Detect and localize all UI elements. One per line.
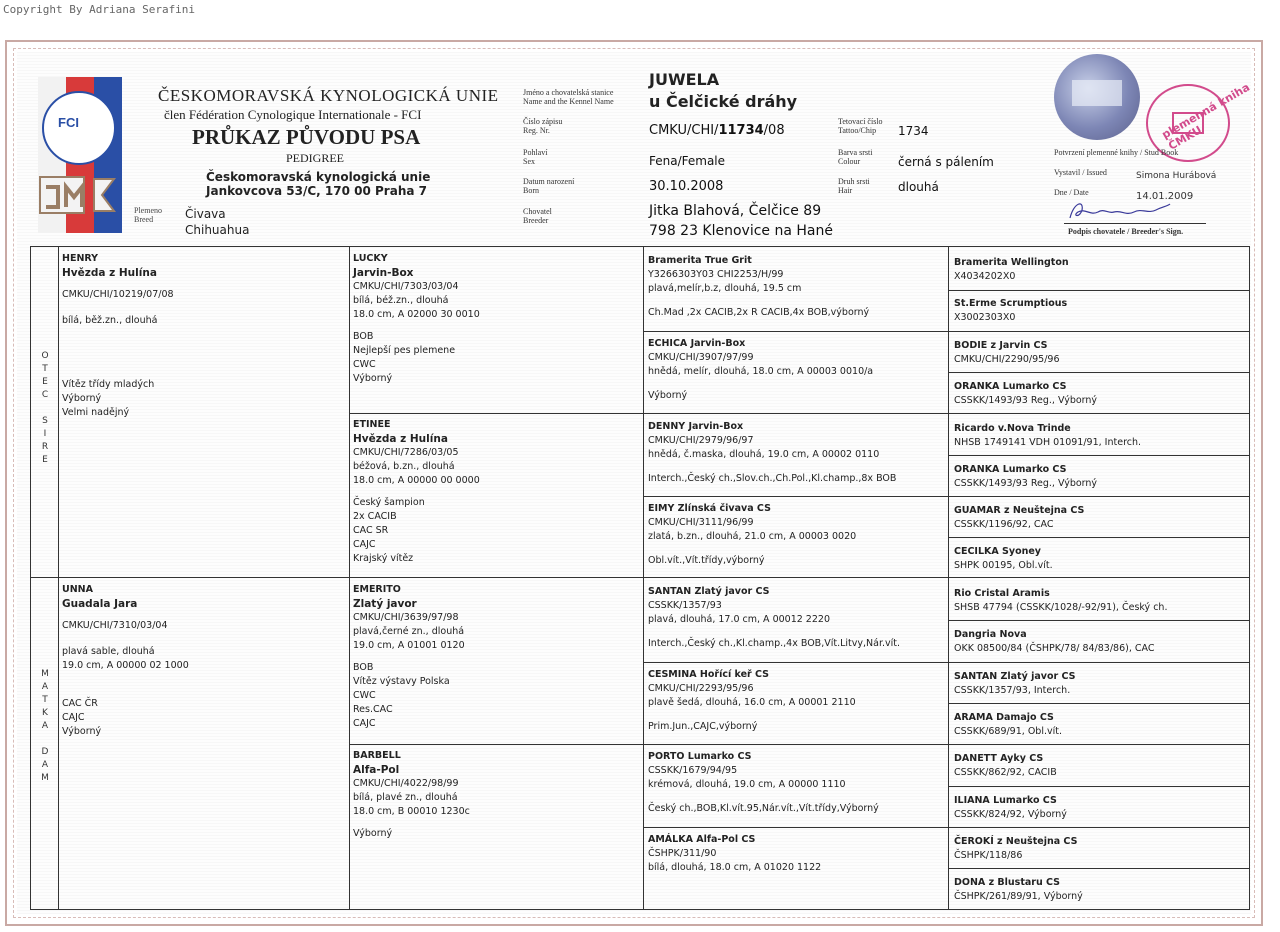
signature-line [1064, 223, 1206, 224]
dog-name: GUAMAR z Neuštejna CS [954, 505, 1085, 516]
address-line-2: Jankovcova 53/C, 170 00 Praha 7 [206, 184, 427, 198]
breed-en: Chihuahua [185, 223, 250, 237]
dog-kennel: Guadala Jara [62, 598, 138, 610]
dog-info: CSSKK/1493/93 Reg., Výborný [954, 478, 1098, 489]
dog-name: ORANKA Lumarko CS [954, 381, 1067, 392]
dam-side-label: M A T K A D A M [41, 669, 49, 783]
dog-reg: CMKU/CHI/10219/07/08 [62, 289, 174, 300]
dog-name: EIMY Zlínská čivava CS [648, 503, 771, 514]
dog-reg: CMKU/CHI/4022/98/99 [353, 778, 459, 789]
pedigree-gen2-0 [353, 252, 639, 386]
dog-reg: CMKU/CHI/7303/03/04 [353, 281, 459, 292]
sex-label: Pohlaví Sex [523, 148, 548, 166]
org-name: ČESKOMORAVSKÁ KYNOLOGICKÁ UNIE [158, 86, 499, 105]
dog-name: Dangria Nova [954, 629, 1027, 640]
dog-reg: CMKU/CHI/7286/03/05 [353, 447, 459, 458]
born-value: 30.10.2008 [649, 179, 724, 194]
dog-titles: Vítěz třídy mladých Výborný Velmi nadějný [62, 379, 155, 418]
pedigree-gen4-15 [954, 876, 1246, 904]
dog-reg: CSSKK/1357/93 [648, 600, 722, 611]
dog-info: X4034202X0 [954, 271, 1016, 282]
dog-name: PORTO Lumarko CS [648, 751, 752, 762]
dog-name: DANETT Ayky CS [954, 753, 1044, 764]
hair-label: Druh srsti Hair [838, 177, 870, 195]
dog-reg: ČSHPK/311/90 [648, 848, 717, 859]
dog-name: EMERITO [353, 584, 401, 595]
pedigree-gen4-12 [954, 752, 1246, 780]
dog-titles: BOB Nejlepší pes plemene CWC Výborný [353, 331, 456, 384]
dog-name: SANTAN Zlatý javor CS [954, 671, 1076, 682]
dog-description: bílá, dlouhá, 18.0 cm, A 01020 1122 [648, 862, 822, 873]
dog-info: SHPK 00195, Obl.vít. [954, 560, 1053, 571]
dog-titles: Výborný [648, 390, 688, 401]
dog-description: hnědá, melír, dlouhá, 18.0 cm, A 00003 0010/a [648, 366, 874, 377]
dog-info: CSSKK/824/92, Výborný [954, 809, 1067, 820]
dog-name: ECHICA Jarvin-Box [648, 338, 746, 349]
dog-titles: Interch.,Český ch.,Kl.champ.,4x BOB,Vít.Litvy,Nár.vít. [648, 638, 901, 649]
grid-line [643, 662, 1250, 663]
dog-reg: CMKU/CHI/3639/97/98 [353, 612, 459, 623]
grid-line [948, 372, 1250, 373]
pedigree-gen3-6 [648, 750, 944, 816]
grid-line [349, 744, 1250, 745]
grid-line [349, 246, 350, 910]
dog-name: AMÁLKA Alfa-Pol CS [648, 834, 756, 845]
dog-reg: CMKU/CHI/2979/96/97 [648, 435, 754, 446]
dog-info: NHSB 1749141 VDH 01091/91, Interch. [954, 437, 1142, 448]
pedigree-gen4-4 [954, 422, 1246, 450]
dog-name [649, 69, 797, 113]
pedigree-gen2-1 [353, 418, 639, 566]
dog-name-line-1: JUWELA [649, 70, 720, 89]
address-line-1: Českomoravská kynologická unie [206, 170, 431, 184]
dog-kennel: Hvězda z Hulína [353, 433, 448, 445]
dog-name: CESMINA Hořící keř CS [648, 669, 770, 680]
dog-titles: Prim.Jun.,CAJC,výborný [648, 721, 758, 732]
issued-label: Vystavil / Issued [1054, 168, 1107, 177]
dog-kennel: Zlatý javor [353, 598, 417, 610]
pedigree-gen4-6 [954, 504, 1246, 532]
pedigree-gen3-2 [648, 420, 944, 486]
grid-line [643, 246, 644, 910]
pedigree-gen2-3 [353, 749, 639, 841]
breeder-label: Chovatel Breeder [523, 207, 552, 225]
colour-value: černá s pálením [898, 155, 994, 169]
copyright-watermark: Copyright By Adriana Serafini [3, 3, 196, 16]
dog-description: hnědá, č.maska, dlouhá, 19.0 cm, A 00002 0110 [648, 449, 880, 460]
dog-info: SHSB 47794 (CSSKK/1028/-92/91), Český ch. [954, 602, 1168, 613]
dog-titles: Český šampion 2x CACIB CAC SR CAJC Krajský vítěz [353, 497, 425, 564]
dog-description: bílá, běž.zn., dlouhá [62, 315, 158, 326]
dog-name-line-2: u Čelčické dráhy [649, 92, 798, 111]
dog-name: ČEROKÍ z Neuštejna CS [954, 836, 1078, 847]
grid-line [948, 703, 1250, 704]
breeder-line-2: 798 23 Klenovice na Hané [649, 223, 833, 239]
pedigree-gen3-0 [648, 254, 944, 320]
sire-side-label: O T E C S I R E [41, 351, 49, 465]
grid-line [643, 827, 1250, 828]
reg-label: Číslo zápisu Reg. Nr. [523, 117, 563, 135]
pedigree-gen3-4 [648, 585, 944, 651]
pedigree-gen2-2 [353, 583, 639, 731]
pedigree-gen4-1 [954, 297, 1246, 325]
hologram-logo-icon [1072, 80, 1122, 106]
reg-number [649, 123, 785, 138]
dog-titles: CAC ČR CAJC Výborný [62, 698, 102, 737]
chip-value: 1734 [898, 124, 929, 138]
studbook-confirm: Potvrzení plemenné knihy / Stud Book [1054, 148, 1179, 157]
dog-description: béžová, b.zn., dlouhá 18.0 cm, A 00000 00 0000 [353, 461, 480, 486]
grid-line [948, 537, 1250, 538]
dog-info: CSSKK/1357/93, Interch. [954, 685, 1071, 696]
pedigree-gen4-14 [954, 835, 1246, 863]
dog-description: bílá, béž.zn., dlouhá 18.0 cm, A 02000 30 0010 [353, 295, 480, 320]
pedigree-gen3-3 [648, 502, 944, 568]
dog-description: plavá,melír,b.z, dlouhá, 19.5 cm [648, 283, 802, 294]
dog-description: zlatá, b.zn., dlouhá, 21.0 cm, A 00003 0020 [648, 531, 857, 542]
pedigree-gen4-0 [954, 256, 1246, 284]
dog-name: BARBELL [353, 750, 401, 761]
pedigree-sire [62, 252, 344, 420]
pedigree-gen3-5 [648, 668, 944, 734]
date-label: Dne / Date [1054, 188, 1089, 197]
issued-by: Simona Hurábová [1136, 171, 1217, 181]
grid-line [948, 455, 1250, 456]
dog-name: CECILKA Syoney [954, 546, 1042, 557]
dog-description: plavá,černé zn., dlouhá 19.0 cm, A 01001 0120 [353, 626, 465, 651]
kennel-label: Jméno a chovatelská stanice Name and the Kennel Name [523, 88, 614, 106]
dog-info: CMKU/CHI/2290/95/96 [954, 354, 1060, 365]
dog-reg: CMKU/CHI/3111/96/99 [648, 517, 754, 528]
pedigree-gen4-13 [954, 794, 1246, 822]
breeder-signature [1064, 198, 1174, 222]
pedigree-gen4-7 [954, 545, 1246, 573]
dog-name: Bramerita Wellington [954, 257, 1069, 268]
grid-line [948, 620, 1250, 621]
dog-name: DENNY Jarvin-Box [648, 421, 744, 432]
dog-info: CSSKK/1493/93 Reg., Výborný [954, 395, 1098, 406]
stamp-box-icon [1172, 112, 1204, 134]
dog-description: plavá sable, dlouhá 19.0 cm, A 00000 02 1000 [62, 646, 189, 671]
grid-line [948, 290, 1250, 291]
dog-name: ILIANA Lumarko CS [954, 795, 1057, 806]
dog-titles: BOB Vítěz výstavy Polska CWC Res.CAC CAJC [353, 662, 450, 729]
dog-info: OKK 08500/84 (ČSHPK/78/ 84/83/86), CAC [954, 643, 1155, 654]
breed-label: Plemeno Breed [134, 206, 162, 224]
dog-info: CSSKK/1196/92, CAC [954, 519, 1054, 530]
dog-name: UNNA [62, 584, 93, 595]
grid-line [643, 331, 1250, 332]
dog-reg: CMKU/CHI/2293/95/96 [648, 683, 754, 694]
dog-name: ORANKA Lumarko CS [954, 464, 1067, 475]
fci-logo-text: FCI [58, 115, 79, 130]
pedigree-gen4-8 [954, 587, 1246, 615]
dog-name: St.Erme Scrumptious [954, 298, 1068, 309]
pedigree-gen4-2 [954, 339, 1246, 367]
dog-titles: Ch.Mad ,2x CACIB,2x R CACIB,4x BOB,výborný [648, 307, 870, 318]
pedigree-gen3-7 [648, 833, 944, 875]
breeder-line-1: Jitka Blahová, Čelčice 89 [649, 203, 822, 219]
colour-label: Barva srsti Colour [838, 148, 873, 166]
sex-value: Fena/Female [649, 154, 726, 168]
dog-kennel: Alfa-Pol [353, 764, 400, 776]
dog-kennel: Jarvin-Box [353, 267, 414, 279]
stamp-text: plemenná kniha ČMKU [1159, 80, 1253, 153]
dog-reg: Y3266303Y03 CHI2253/H/99 [648, 269, 784, 280]
pedigree-dam [62, 583, 344, 739]
dog-titles: Obl.vít.,Vít.třídy,výborný [648, 555, 765, 566]
dog-name: ETINEE [353, 419, 391, 430]
dog-name: DONA z Blustaru CS [954, 877, 1061, 888]
dog-info: CSSKK/862/92, CACIB [954, 767, 1057, 778]
signature-label: Podpis chovatele / Breeder's Sign. [1068, 227, 1184, 236]
dog-description: krémová, dlouhá, 19.0 cm, A 00000 1110 [648, 779, 846, 790]
grid-line [58, 246, 59, 910]
pedigree-gen3-1 [648, 337, 944, 403]
dog-name: Rio Cristal Aramis [954, 588, 1050, 599]
dog-reg: CSSKK/1679/94/95 [648, 765, 738, 776]
dog-description: plavě šedá, dlouhá, 16.0 cm, A 00001 2110 [648, 697, 856, 708]
dog-kennel: Hvězda z Hulína [62, 267, 157, 279]
grid-line [948, 786, 1250, 787]
dog-name: HENRY [62, 253, 99, 264]
reg-bold: 11734 [718, 123, 764, 138]
pedigree-gen4-5 [954, 463, 1246, 491]
document-title: PRŮKAZ PŮVODU PSA [192, 125, 421, 149]
dog-info: X3002303X0 [954, 312, 1016, 323]
dog-name: BODIE z Jarvin CS [954, 340, 1048, 351]
dog-name: ARAMA Damajo CS [954, 712, 1054, 723]
reg-prefix: CMKU/CHI/ [649, 123, 719, 138]
grid-line [948, 868, 1250, 869]
chip-label: Tetovací číslo Tattoo/Chip [838, 117, 883, 135]
dog-reg: CMKU/CHI/3907/97/99 [648, 352, 754, 363]
fci-seal-icon [42, 91, 116, 165]
pedigree-gen4-11 [954, 711, 1246, 739]
dog-titles: Interch.,Český ch.,Slov.ch.,Ch.Pol.,Kl.champ.,8x BOB [648, 473, 897, 484]
pedigree-gen4-9 [954, 628, 1246, 656]
hair-value: dlouhá [898, 180, 939, 194]
org-membership: člen Fédération Cynologique Internationale - FCI [164, 107, 422, 122]
cmku-fci-logo [38, 77, 122, 233]
breed-value [185, 206, 249, 238]
pedigree-gen4-3 [954, 380, 1246, 408]
reg-suffix: /08 [763, 123, 785, 138]
breed-cz: Čivava [185, 207, 226, 221]
dog-name: Bramerita True Grit [648, 255, 752, 266]
dog-name: LUCKY [353, 253, 388, 264]
dog-name: Ricardo v.Nova Trinde [954, 423, 1071, 434]
dog-info: ČSHPK/118/86 [954, 850, 1023, 861]
document-subtitle: PEDIGREE [286, 151, 344, 165]
issued-date: 14.01.2009 [1136, 191, 1194, 202]
dog-description: plavá, dlouhá, 17.0 cm, A 00012 2220 [648, 614, 830, 625]
dog-info: CSSKK/689/91, Obl.vít. [954, 726, 1062, 737]
pedigree-gen4-10 [954, 670, 1246, 698]
dog-info: ČSHPK/261/89/91, Výborný [954, 891, 1083, 902]
dog-titles: Český ch.,BOB,Kl.vít.95,Nár.vít.,Vít.třídy,Výborný [648, 803, 879, 814]
dog-reg: CMKU/CHI/7310/03/04 [62, 620, 168, 631]
born-label: Datum narození Born [523, 177, 575, 195]
grid-line [30, 577, 1250, 578]
grid-line [349, 413, 1250, 414]
dog-titles: Výborný [353, 828, 393, 839]
dog-name: SANTAN Zlatý javor CS [648, 586, 770, 597]
cmku-mark-icon [38, 173, 116, 217]
grid-line [643, 496, 1250, 497]
grid-line [948, 246, 949, 910]
dog-description: bílá, plavé zn., dlouhá 18.0 cm, B 00010 1230c [353, 792, 470, 817]
